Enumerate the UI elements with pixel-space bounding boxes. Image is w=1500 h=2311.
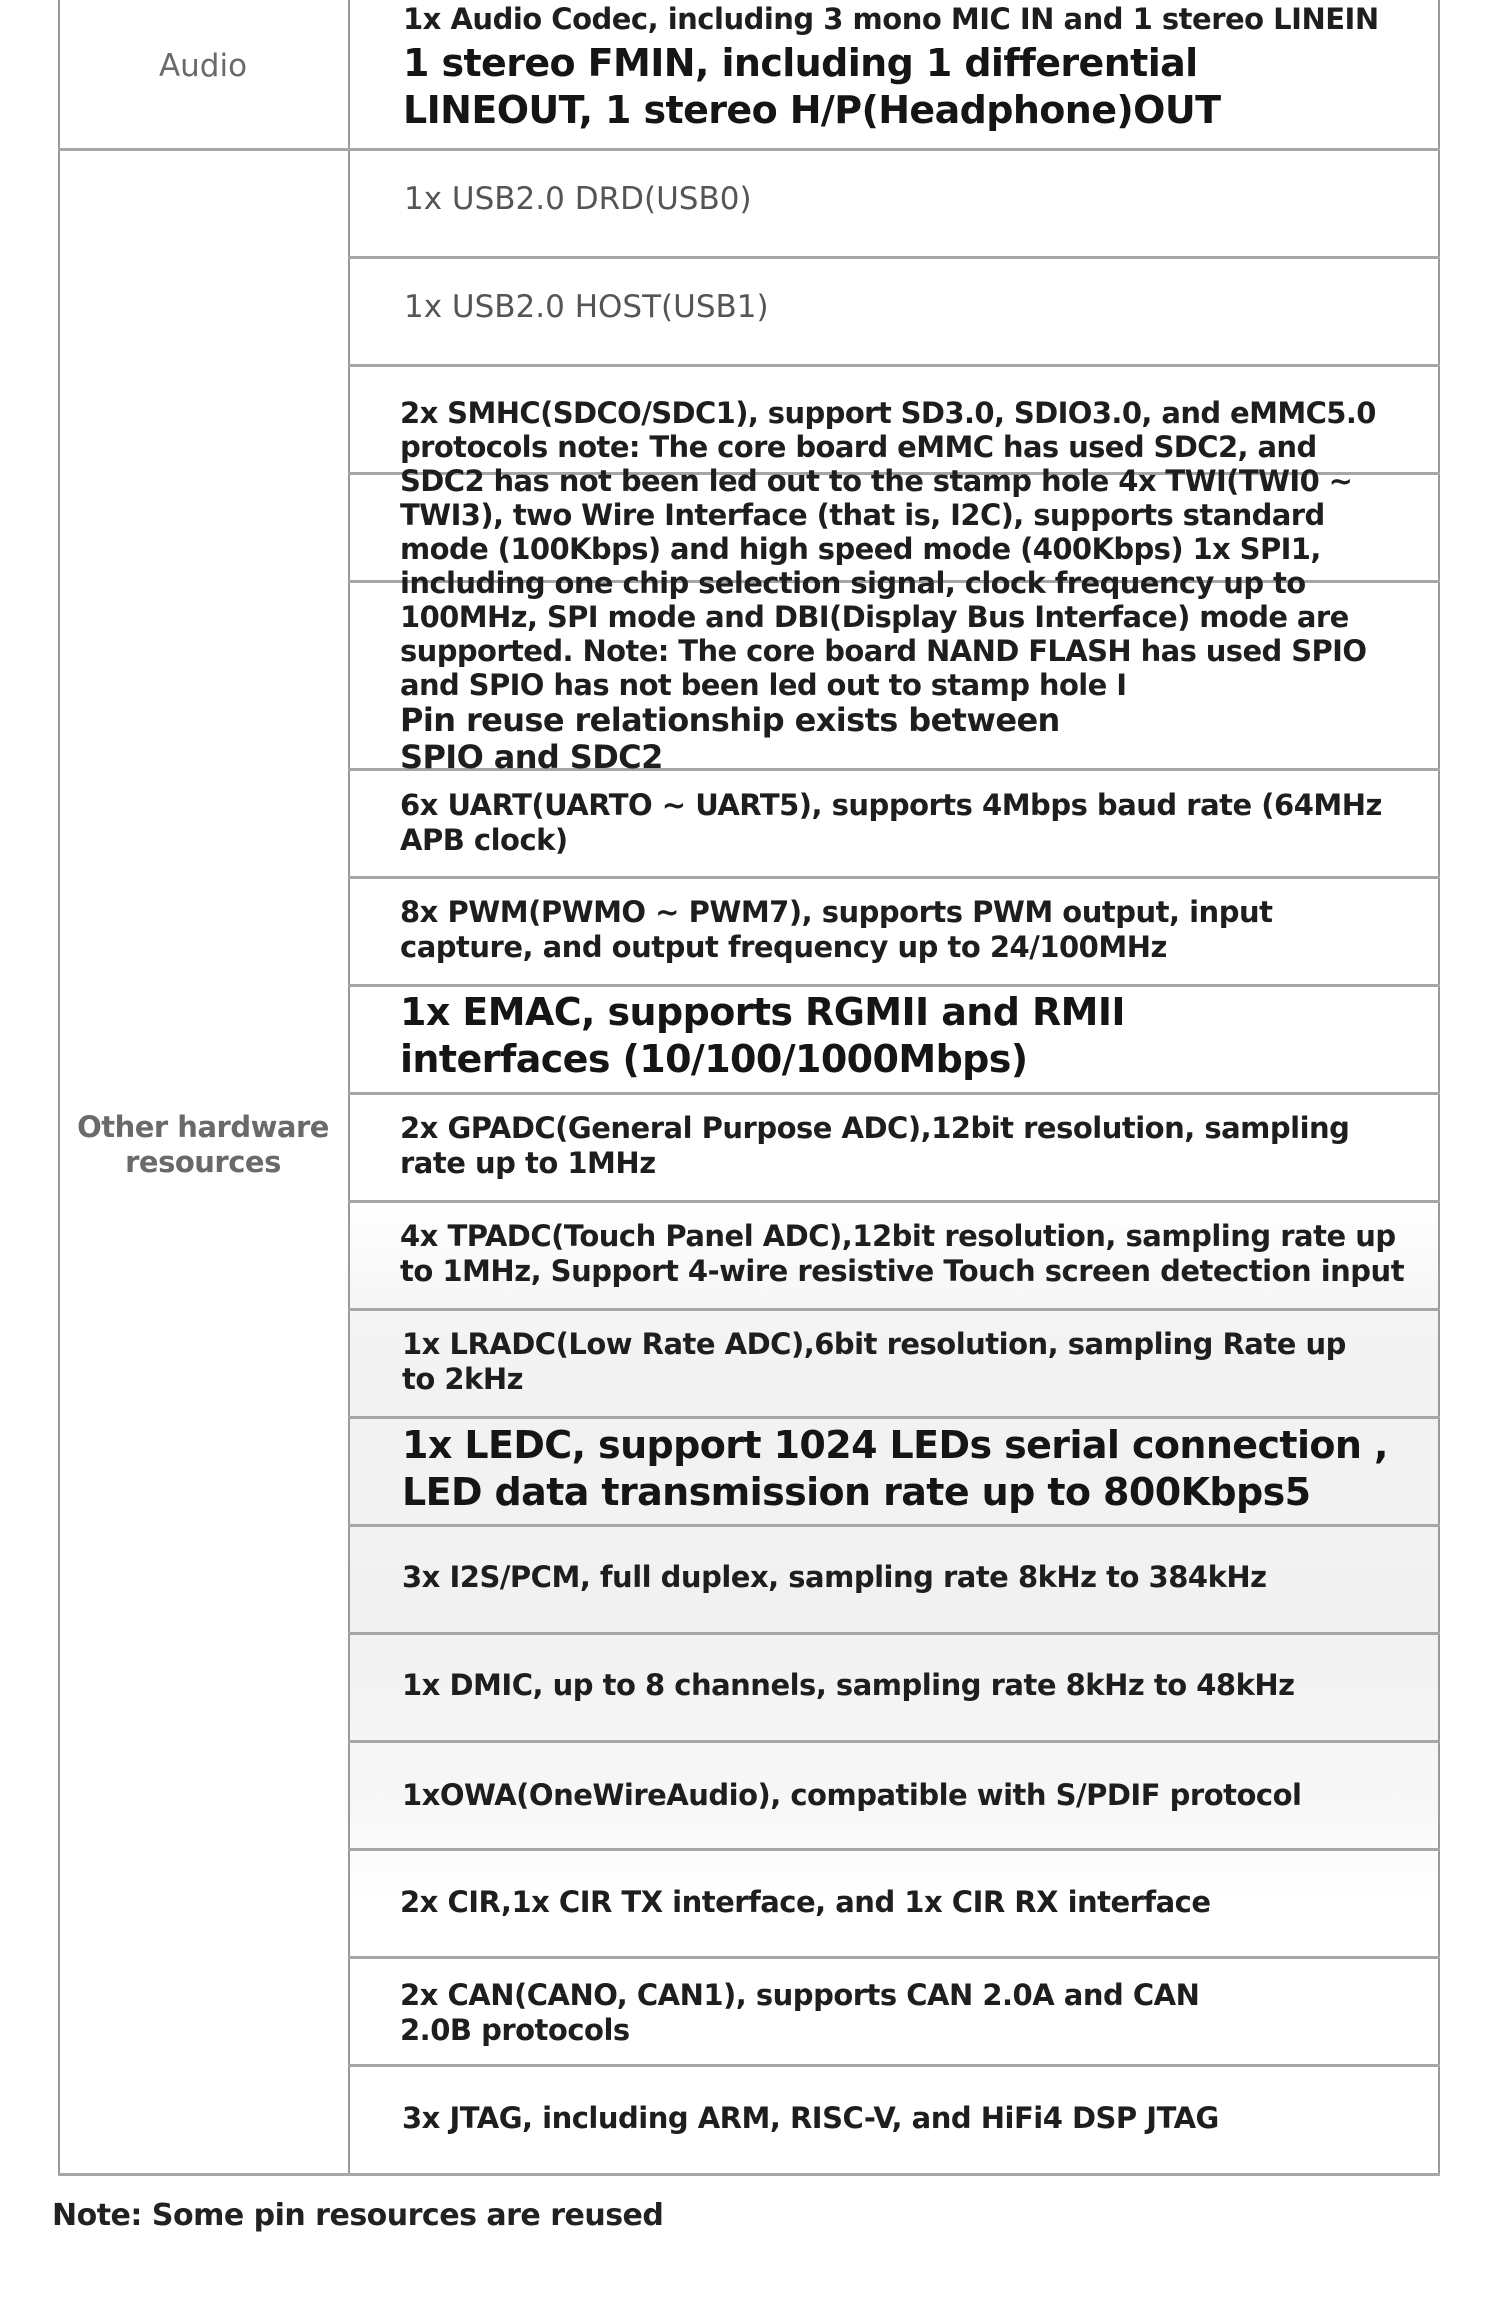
audio-label: Audio <box>158 48 248 84</box>
spec-row-jtag: 3x JTAG, including ARM, RISC-V, and HiFi4 DSP JTAG <box>402 2101 1219 2135</box>
spec-row-i2s: 3x I2S/PCM, full duplex, sampling rate 8kHz to 384kHz <box>402 1560 1267 1594</box>
row-divider <box>348 256 1440 259</box>
spec-row-uart: 6x UART(UARTO ~ UART5), supports 4Mbps baud rate (64MHz APB clock) <box>400 788 1382 857</box>
spec-row-smhc-twi-spi: 2x SMHC(SDCO/SDC1), support SD3.0, SDIO3.0, and eMMC5.0 protocols note: The core board eMMC has used SDC2, and SDC2 has not been led out to the stamp hole 4x TWI(TWI0 ~ TWI3), two Wire Interface (that is, I2C), supports standard mode (100Kbps) and high speed mode (400Kbps) 1x SPI1, including one chip selection signal, clock frequency up to 100MHz, SPI mode and DBI(Display Bus Interface) mode are supported. Note: The core board NAND FLASH has used SPIO and SPIO has not been led out to stamp hole I <box>400 396 1376 702</box>
audio-line-1: 1x Audio Codec, including 3 mono MIC IN and 1 stereo LINEIN <box>403 2 1379 36</box>
spec-row-tpadc: 4x TPADC(Touch Panel ADC),12bit resolution, sampling rate up to 1MHz, Support 4-wire resistive Touch screen detection input <box>400 1219 1405 1288</box>
row-divider <box>348 984 1440 987</box>
spec-row-usb1: 1x USB2.0 HOST(USB1) <box>404 289 769 325</box>
spec-row-owa: 1xOWA(OneWireAudio), compatible with S/PDIF protocol <box>402 1778 1302 1812</box>
row-divider <box>348 876 1440 879</box>
audio-line-3: LINEOUT, 1 stereo H/P(Headphone)OUT <box>403 88 1221 132</box>
audio-line-2: 1 stereo FMIN, including 1 differential <box>403 41 1198 85</box>
other-hardware-label-line-2: resources <box>125 1145 281 1179</box>
row-divider <box>58 148 1440 151</box>
table-left-border <box>58 0 60 2176</box>
row-divider <box>348 1632 1440 1635</box>
spec-row-cir: 2x CIR,1x CIR TX interface, and 1x CIR RX interface <box>400 1885 1211 1919</box>
spec-row-usb0: 1x USB2.0 DRD(USB0) <box>404 181 752 217</box>
row-divider <box>348 2064 1440 2067</box>
spec-row-emac: 1x EMAC, supports RGMII and RMII interfaces (10/100/1000Mbps) <box>400 990 1125 1081</box>
audio-content <box>403 2 1413 134</box>
row-divider <box>348 1740 1440 1743</box>
spec-row-dmic: 1x DMIC, up to 8 channels, sampling rate 8kHz to 48kHz <box>402 1668 1295 1702</box>
table-bottom-border <box>58 2173 1440 2176</box>
row-divider <box>348 1200 1440 1203</box>
row-divider <box>348 1416 1440 1419</box>
spec-row-ledc: 1x LEDC, support 1024 LEDs serial connection , LED data transmission rate up to 800Kbps5 <box>402 1423 1388 1514</box>
row-divider <box>348 1092 1440 1095</box>
spec-row-can: 2x CAN(CANO, CAN1), supports CAN 2.0A and CAN 2.0B protocols <box>400 1978 1200 2047</box>
row-divider <box>348 1308 1440 1311</box>
other-hardware-label <box>58 1110 348 1180</box>
spec-row-lradc: 1x LRADC(Low Rate ADC),6bit resolution, sampling Rate up to 2kHz <box>402 1327 1346 1396</box>
spec-row-pwm: 8x PWM(PWMO ~ PWM7), supports PWM output, input capture, and output frequency up to 24/100MHz <box>400 895 1273 964</box>
spec-row-gpadc: 2x GPADC(General Purpose ADC),12bit resolution, sampling rate up to 1MHz <box>400 1111 1350 1180</box>
footnote: Note: Some pin resources are reused <box>52 2198 664 2233</box>
spec-row-pin-reuse: Pin reuse relationship exists between SPIO and SDC2 <box>400 701 1060 776</box>
other-hardware-label-line-1: Other hardware <box>77 1110 329 1144</box>
row-divider <box>348 1956 1440 1959</box>
row-divider <box>348 364 1440 367</box>
row-divider <box>348 1524 1440 1527</box>
row-divider <box>348 1848 1440 1851</box>
